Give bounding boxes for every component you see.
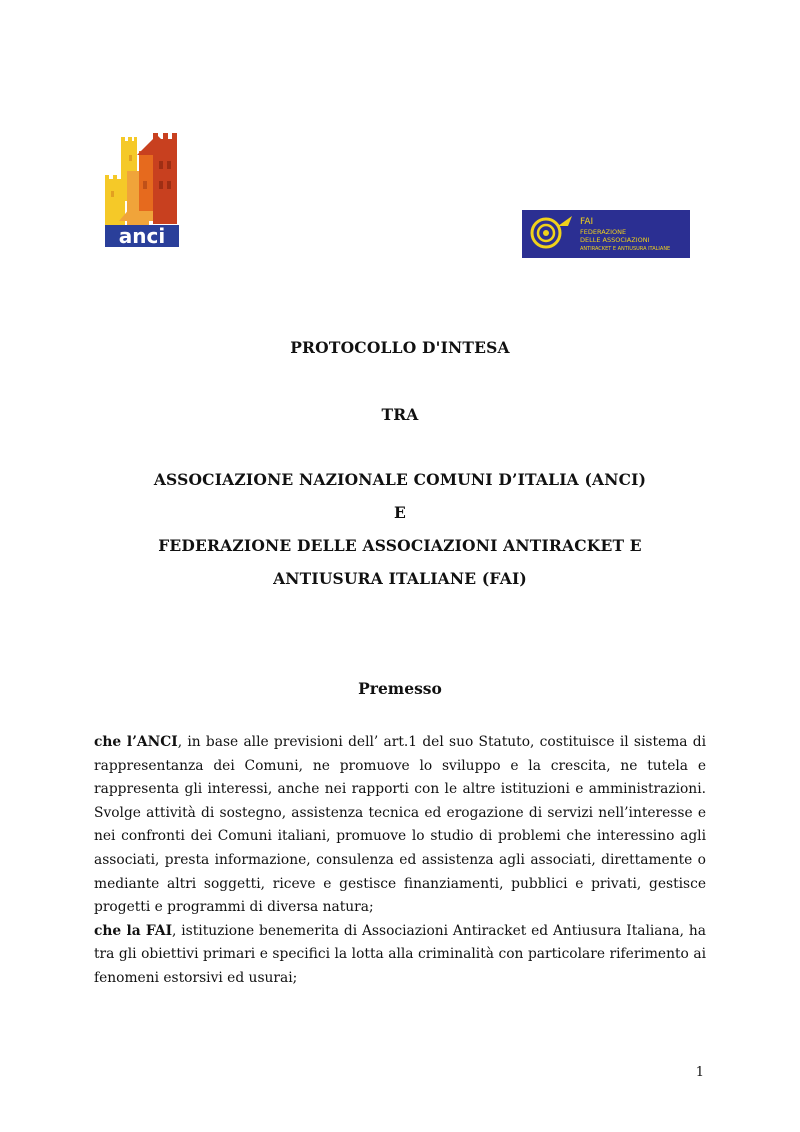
svg-text:FAI: FAI <box>580 217 594 227</box>
svg-text:DELLE ASSOCIAZIONI: DELLE ASSOCIAZIONI <box>580 236 650 244</box>
title-anci: ASSOCIAZIONE NAZIONALE COMUNI D’ITALIA (ANCI) <box>153 470 647 489</box>
body-text <box>94 731 706 991</box>
paragraph-lead: che l’ANCI <box>94 734 178 750</box>
svg-text:FEDERAZIONE: FEDERAZIONE <box>580 228 627 236</box>
svg-text:anci: anci <box>118 224 166 247</box>
title-fai-line1: FEDERAZIONE DELLE ASSOCIAZIONI ANTIRACKET E <box>158 536 642 555</box>
paragraph-anci <box>94 731 706 920</box>
title-tra: TRA <box>381 405 419 424</box>
document-title: PROTOCOLLO D'INTESA <box>290 338 510 357</box>
title-e: E <box>393 503 406 522</box>
svg-text:ANTIRACKET E ANTIUSURA ITALIAN: ANTIRACKET E ANTIUSURA ITALIANE <box>580 246 671 252</box>
paragraph-fai <box>94 920 706 991</box>
paragraph-lead: che la FAI <box>94 922 173 939</box>
fai-logo <box>518 204 690 258</box>
paragraph-text: , in base alle previsioni dell’ art.1 del suo Statuto, costituisce il sistema di rappresentanza dei Comuni, ne promuove lo sviluppo e la crescita, ne tutela e rappresenta gli interessi, anche nei rapporti con le altre istituzioni e amministrazioni. Svolge attività di sostegno, assistenza tecnica ed erogazione di servizi nell’interesse e nei confronti dei Comuni italiani, promuove lo studio di problemi che interessino agli associati, presta informazione, consulenza ed assistenza agli associati, direttamente o mediante altri soggetti, riceve e gestisce finanziamenti, pubblici e privati, gestisce progetti e programmi di diversa natura; <box>94 734 706 916</box>
title-fai-line2: ANTIUSURA ITALIANE (FAI) <box>273 569 527 588</box>
page-number: 1 <box>695 1065 704 1080</box>
section-heading: Premesso <box>358 679 442 698</box>
paragraph-text: , istituzione benemerita di Associazioni Antiracket ed Antiusura Italiana, ha tra gli obiettivi primari e specifici la lotta alla criminalità con particolare riferimento ai fenomeni estorsivi ed usurai; <box>94 922 706 986</box>
anci-logo <box>103 131 181 247</box>
